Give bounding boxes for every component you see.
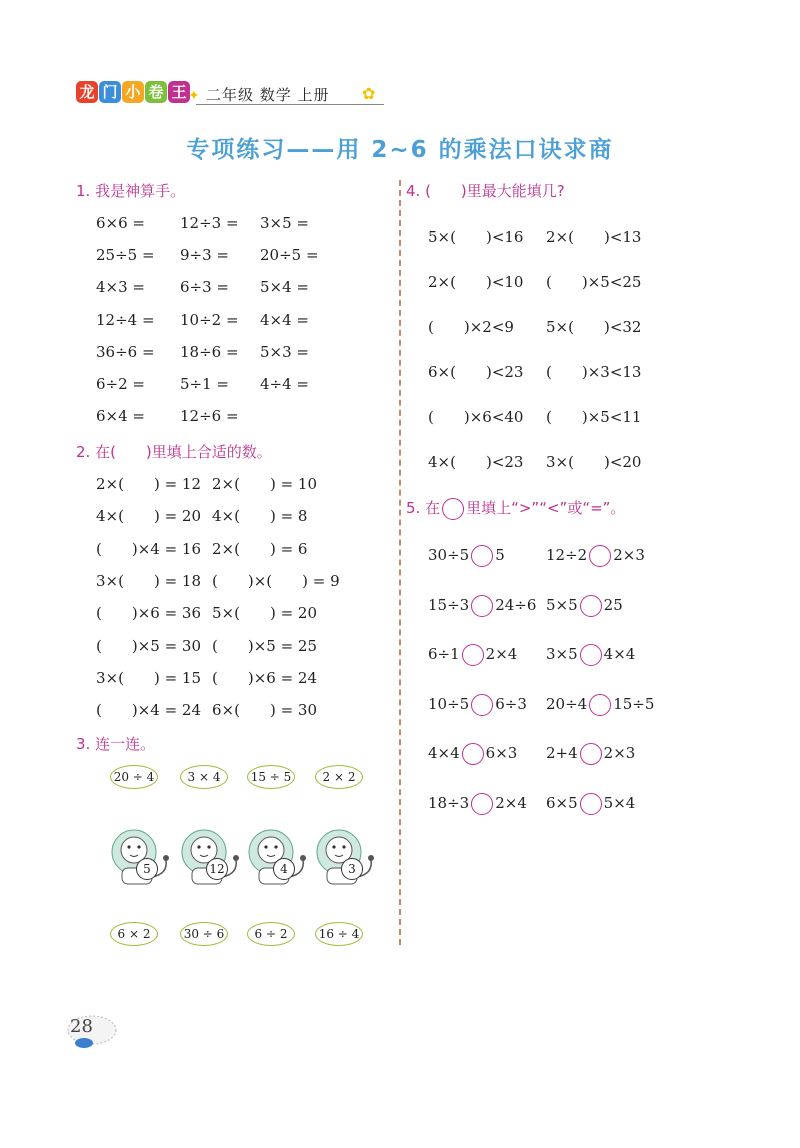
top-expression: 20 ÷ 4 bbox=[110, 765, 158, 789]
lion-number: 3 bbox=[341, 858, 363, 880]
fill-blank-item: 4×( ) = 8 bbox=[212, 507, 308, 526]
problem-item: 5×4 = bbox=[260, 278, 309, 297]
compare-right: 6×3 bbox=[485, 744, 518, 762]
lion-icon bbox=[313, 822, 383, 892]
answer-circle[interactable] bbox=[589, 545, 611, 567]
compare-left: 10÷5 bbox=[428, 694, 470, 713]
answer-circle-icon bbox=[442, 498, 464, 520]
brand-char: 小 bbox=[122, 81, 144, 103]
problem-item: 4×4 = bbox=[260, 310, 309, 329]
problem-item: 9÷3 = bbox=[180, 246, 229, 265]
fill-blank-item: ( )×5 = 25 bbox=[212, 636, 318, 655]
problem-item: 6×4 = bbox=[96, 407, 145, 426]
problem-item: 4×3 = bbox=[96, 278, 145, 297]
fill-blank-item: 4×( ) = 20 bbox=[96, 507, 202, 526]
problem-item: 25÷5 = bbox=[96, 246, 155, 265]
answer-circle[interactable] bbox=[471, 793, 493, 815]
bottom-expression: 6 ÷ 2 bbox=[247, 922, 295, 946]
answer-circle[interactable] bbox=[580, 793, 602, 815]
max-fill-item: ( )×3<13 bbox=[546, 363, 642, 381]
max-fill-item: 5×( )<32 bbox=[546, 318, 642, 336]
brand-char: 门 bbox=[99, 81, 121, 103]
problem-item: 36÷6 = bbox=[96, 342, 155, 361]
compare-right: 2×3 bbox=[603, 744, 636, 762]
fill-blank-item: 3×( ) = 18 bbox=[96, 571, 202, 590]
section5-title-pre: 5. 在 bbox=[406, 499, 441, 517]
page-title: 专项练习——用 2~6 的乘法口诀求商 bbox=[186, 137, 614, 163]
compare-left: 30÷5 bbox=[428, 546, 470, 564]
star-icon: ✦ bbox=[188, 88, 200, 104]
bottom-expression: 30 ÷ 6 bbox=[180, 922, 228, 946]
compare-left: 12÷2 bbox=[546, 546, 588, 564]
bottom-expression: 6 × 2 bbox=[110, 922, 158, 946]
page-number: 28 bbox=[70, 1016, 93, 1037]
compare-item bbox=[546, 694, 654, 716]
compare-item bbox=[546, 595, 623, 617]
fill-blank-item: 2×( ) = 10 bbox=[212, 475, 318, 493]
problem-item: 5×3 = bbox=[260, 342, 309, 361]
fill-blank-item: ( )×6 = 36 bbox=[96, 604, 202, 623]
answer-circle[interactable] bbox=[580, 743, 602, 765]
compare-item bbox=[546, 644, 635, 666]
compare-item bbox=[428, 743, 517, 765]
max-fill-item: 5×( )<16 bbox=[428, 228, 524, 246]
top-expression: 3 × 4 bbox=[180, 765, 228, 789]
answer-circle[interactable] bbox=[580, 644, 602, 666]
answer-circle[interactable] bbox=[462, 644, 484, 666]
compare-left: 4×4 bbox=[428, 744, 460, 762]
book-info: 二年级 数学 上册 bbox=[206, 86, 330, 104]
problem-item: 12÷6 = bbox=[180, 407, 239, 426]
top-expression: 15 ÷ 5 bbox=[247, 765, 295, 789]
bottom-expression: 16 ÷ 4 bbox=[315, 922, 363, 946]
brand-char: 卷 bbox=[145, 81, 167, 103]
fill-blank-item: ( )×5 = 30 bbox=[96, 636, 202, 655]
compare-item bbox=[428, 793, 527, 815]
compare-right: 6÷3 bbox=[495, 694, 527, 713]
section4-title: 4. ( )里最大能填几? bbox=[406, 182, 565, 200]
section3-title: 3. 连一连。 bbox=[76, 735, 156, 753]
fill-blank-item: 3×( ) = 15 bbox=[96, 668, 202, 687]
fill-blank-item: 6×( ) = 30 bbox=[212, 701, 318, 720]
fill-blank-item: ( )×4 = 16 bbox=[96, 539, 202, 558]
section5-title bbox=[406, 497, 625, 520]
section5-title-post: 里填上“>”“<”或“=”。 bbox=[466, 499, 626, 517]
fill-blank-item: ( )×4 = 24 bbox=[96, 701, 202, 720]
lion-number: 5 bbox=[136, 858, 158, 880]
header-rule bbox=[196, 104, 384, 105]
compare-item bbox=[546, 545, 645, 567]
lion-icon bbox=[245, 822, 315, 892]
max-fill-item: 3×( )<20 bbox=[546, 453, 642, 471]
problem-item: 5÷1 = bbox=[180, 375, 229, 393]
section1-title: 1. 我是神算手。 bbox=[76, 182, 186, 200]
max-fill-item: ( )×5<25 bbox=[546, 273, 642, 291]
compare-left: 6×5 bbox=[546, 793, 578, 812]
compare-right: 2×4 bbox=[495, 793, 527, 812]
top-expression: 2 × 2 bbox=[315, 765, 363, 789]
compare-item bbox=[428, 644, 517, 666]
section2-title: 2. 在( )里填上合适的数。 bbox=[76, 443, 272, 461]
lion-number: 4 bbox=[273, 858, 295, 880]
problem-item: 6÷2 = bbox=[96, 375, 145, 393]
lion-number: 12 bbox=[206, 858, 228, 880]
brand-logo bbox=[76, 81, 190, 103]
problem-item: 6÷3 = bbox=[180, 278, 229, 297]
compare-right: 2×3 bbox=[613, 546, 645, 564]
compare-left: 3×5 bbox=[546, 645, 578, 663]
max-fill-item: 2×( )<10 bbox=[428, 273, 524, 291]
compare-left: 18÷3 bbox=[428, 793, 470, 812]
problem-item: 4÷4 = bbox=[260, 375, 309, 393]
max-fill-item: 6×( )<23 bbox=[428, 363, 524, 381]
answer-circle[interactable] bbox=[471, 694, 493, 716]
compare-left: 6÷1 bbox=[428, 645, 460, 663]
compare-right: 24÷6 bbox=[495, 595, 537, 614]
fill-blank-item: 2×( ) = 12 bbox=[96, 475, 202, 493]
lion-icon bbox=[108, 822, 178, 892]
fill-blank-item: 2×( ) = 6 bbox=[212, 539, 308, 558]
problem-item: 18÷6 = bbox=[180, 342, 239, 361]
answer-circle[interactable] bbox=[589, 694, 611, 716]
problem-item: 6×6 = bbox=[96, 214, 145, 232]
answer-circle[interactable] bbox=[580, 595, 602, 617]
compare-right: 4×4 bbox=[603, 645, 636, 663]
max-fill-item: ( )×5<11 bbox=[546, 408, 642, 426]
answer-circle[interactable] bbox=[471, 545, 493, 567]
column-divider bbox=[399, 180, 401, 945]
compare-right: 5×4 bbox=[603, 793, 636, 812]
compare-left: 5×5 bbox=[546, 595, 578, 614]
compare-item bbox=[546, 793, 635, 815]
compare-right: 2×4 bbox=[485, 645, 518, 663]
compare-item bbox=[428, 694, 527, 716]
max-fill-item: 4×( )<23 bbox=[428, 453, 524, 471]
problem-item: 12÷4 = bbox=[96, 310, 155, 329]
fill-blank-item: ( )×( ) = 9 bbox=[212, 571, 340, 590]
problem-item: 12÷3 = bbox=[180, 214, 239, 232]
compare-right: 15÷5 bbox=[613, 694, 655, 713]
max-fill-item: ( )×6<40 bbox=[428, 408, 524, 426]
answer-circle[interactable] bbox=[462, 743, 484, 765]
compare-item bbox=[546, 743, 635, 765]
compare-right: 5 bbox=[495, 546, 505, 564]
compare-item bbox=[428, 595, 536, 617]
answer-circle[interactable] bbox=[471, 595, 493, 617]
compare-item bbox=[428, 545, 505, 567]
max-fill-item: ( )×2<9 bbox=[428, 318, 514, 336]
fill-blank-item: ( )×6 = 24 bbox=[212, 668, 318, 687]
brand-char: 龙 bbox=[76, 81, 98, 103]
problem-item: 20÷5 = bbox=[260, 246, 319, 265]
problem-item: 10÷2 = bbox=[180, 310, 239, 329]
problem-item: 3×5 = bbox=[260, 214, 309, 232]
compare-right: 25 bbox=[603, 595, 623, 614]
compare-left: 20÷4 bbox=[546, 694, 588, 713]
brand-char: 王 bbox=[168, 81, 190, 103]
lion-icon bbox=[178, 822, 248, 892]
fill-blank-item: 5×( ) = 20 bbox=[212, 604, 318, 623]
compare-left: 2+4 bbox=[546, 744, 578, 762]
butterfly-icon: ✿ bbox=[362, 84, 376, 103]
compare-left: 15÷3 bbox=[428, 595, 470, 614]
max-fill-item: 2×( )<13 bbox=[546, 228, 642, 246]
